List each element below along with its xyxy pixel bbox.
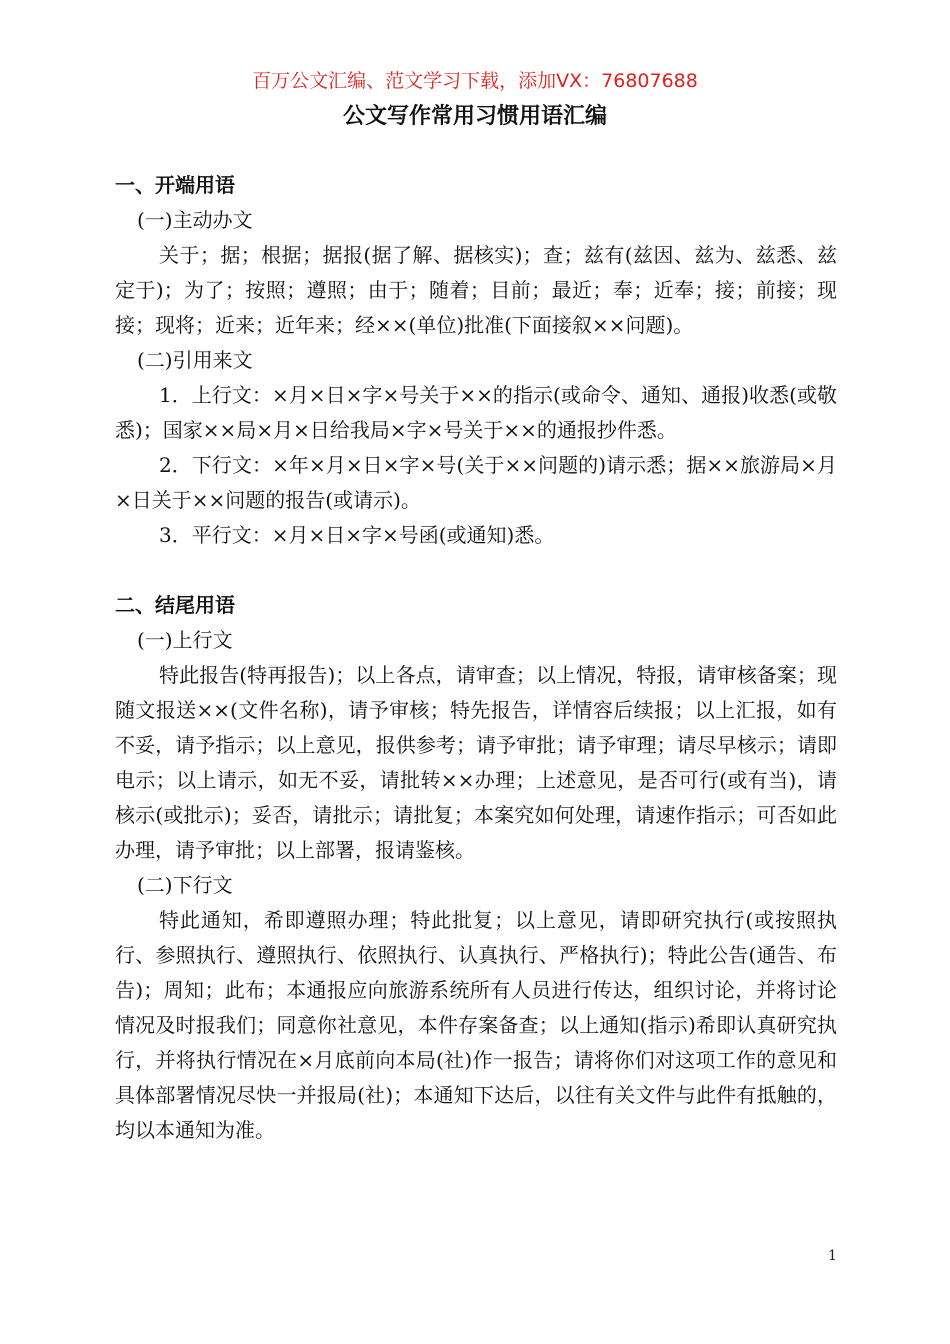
paragraph: 关于；据；根据；据报(据了解、据核实)；查；兹有(兹因、兹为、兹悉、兹定于)；为了；按照；遵照；由于；随着；目前；最近；奉；近奉；接；前接；现接；现将；近来；近年来；经××(单位)批准(下面接叙××问题)。 [115,243,837,337]
page-number: 1 [828,1248,837,1264]
paragraph: 2．下行文：×年×月×日×字×号(关于××问题的)请示悉；据××旅游局×月×日关于××问题的报告(或请示)。 [115,453,837,512]
paragraph: 1．上行文：×月×日×字×号关于××的指示(或命令、通知、通报)收悉(或敬悉)；国家××局×月×日给我局×字×号关于××的通报抄件悉。 [115,383,837,442]
section-heading: 一、开端用语 [115,173,235,197]
subsection-heading: (二)下行文 [137,873,233,897]
document-body [115,168,837,1148]
section-spacer [115,553,837,588]
subsection-heading: (二)引用来文 [137,348,253,372]
document-title: 公文写作常用习惯用语汇编 [342,104,607,129]
section-opening-phrases [115,168,837,553]
promo-banner: 百万公文汇编、范文学习下载，添加VX：76807688 [252,70,698,92]
section-closing-phrases [115,588,837,1148]
paragraph: 特此报告(特再报告)；以上各点，请审查；以上情况，特报，请审核备案；现随文报送××(文件名称)，请予审核；特先报告，详情容后续报；以上汇报，如有不妥，请予指示；以上意见，报供参考；请予审批；请予审理；请尽早核示；请即电示；以上请示，如无不妥，请批转××办理；上述意见，是否可行(或有当)，请核示(或批示)；妥否，请批示；请批复；本案究如何处理，请速作指示；可否如此办理，请予审批；以上部署，报请鉴核。 [115,663,837,862]
paragraph: 3．平行文：×月×日×字×号函(或通知)悉。 [159,523,555,547]
subsection-heading: (一)上行文 [137,628,233,652]
paragraph: 特此通知，希即遵照办理；特此批复；以上意见，请即研究执行(或按照执行、参照执行、遵照执行、依照执行、认真执行、严格执行)；特此公告(通告、布告)；周知；此布；本通报应向旅游系统所有人员进行传达，组织讨论，并将讨论情况及时报我们；同意你社意见，本件存案备查；以上通知(指示)希即认真研究执行，并将执行情况在×月底前向本局(社)作一报告；请将你们对这项工作的意见和具体部署情况尽快一并报局(社)；本通知下达后，以往有关文件与此件有抵触的，均以本通知为准。 [115,908,837,1142]
section-heading: 二、结尾用语 [115,593,235,617]
subsection-heading: (一)主动办文 [137,208,253,232]
